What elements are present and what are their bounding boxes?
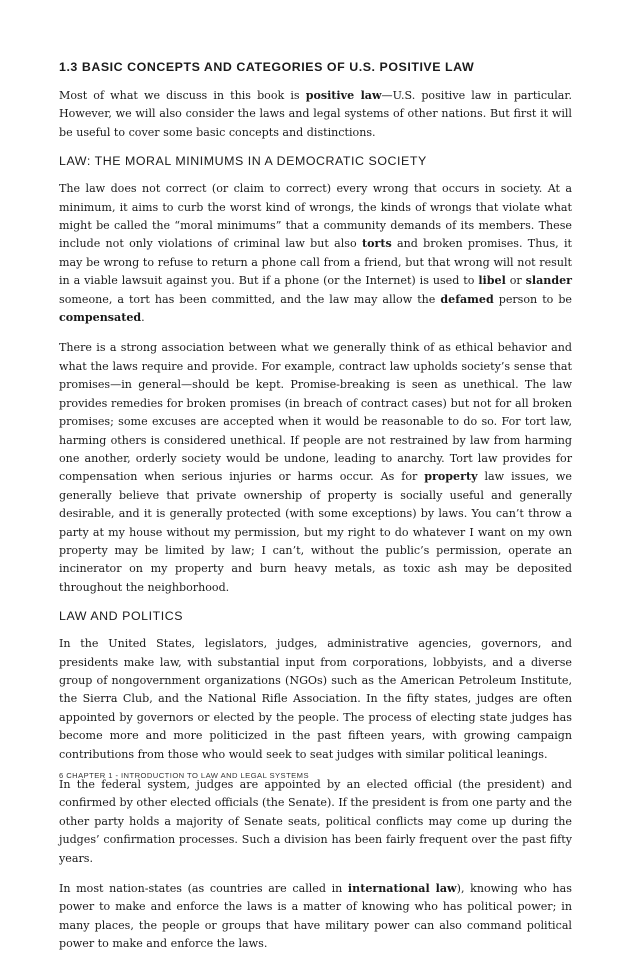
text-run: The law does not correct (or claim to correct) every wrong that occurs in society. At a minimum, it aims to curb the worst kind of wrongs, the kinds of wrongs that violate what might be called the “moral minimums” that a community demands of its members. These include not only violations of criminal law but also <box>59 182 572 251</box>
document-page <box>59 60 572 966</box>
term-torts: torts <box>361 237 392 251</box>
text-run: someone, a tort has been committed, and the law may allow the <box>59 292 441 306</box>
term-slander: slander <box>525 274 572 288</box>
term-positive-law: positive law <box>305 89 382 102</box>
text-run: . <box>141 311 145 325</box>
text-run: In most nation-states (as countries are called in <box>59 882 348 896</box>
subsection-heading-moral-minimums: LAW: THE MORAL MINIMUMS IN A DEMOCRATIC SOCIETY <box>59 154 427 169</box>
text-run: person to be <box>493 292 572 306</box>
intro-paragraph <box>59 87 572 142</box>
term-libel: libel <box>478 274 506 288</box>
term-property: property <box>424 470 478 484</box>
moral-minimums-paragraph-1 <box>59 180 572 327</box>
text-run: There is a strong association between what we generally think of as ethical behavior and what the laws require and provide. For example, contract law upholds society’s sense that promises—in general—should be kept. Promise-breaking is seen as unethical. The law provides remedies for broken promises (in breach of contract cases) but not for all broken promises; some excuses are accepted when it would be reasonable to do so. For tort law, harming others is considered unethical. If people are not restrained by law from harming one another, orderly society would be undone, leading to anarchy. Tort law provides for compensation when serious injuries or harms occur. As for <box>59 341 572 484</box>
section-heading: 1.3 BASIC CONCEPTS AND CATEGORIES OF U.S. POSITIVE LAW <box>59 60 475 74</box>
text-run: or <box>505 274 526 288</box>
subsection-heading-law-and-politics: LAW AND POLITICS <box>59 609 184 624</box>
text-run: Most of what we discuss in this book is <box>59 89 306 102</box>
text-run: ), knowing who has power to make and enforce the laws is a matter of knowing who has political power; in many places, the people or groups that have military power can also command political power to make and enforce the laws. <box>59 882 572 951</box>
term-defamed: defamed <box>440 292 494 306</box>
text-run: and broken promises. Thus, it may be wrong to refuse to return a phone call from a friend, but that wrong will not result in a viable lawsuit against you. But if a phone (or the Internet) is used to <box>59 237 572 288</box>
law-politics-paragraph-1: In the United States, legislators, judges, administrative agencies, governors, and presidents make law, with substantial input from corporations, lobbyists, and a diverse group of nongovernment organizations (NGOs) such as the American Petroleum Institute, the Sierra Club, and the National Rifle Association. In the fifty states, judges are often appointed by governors or elected by the people. The process of electing state judges has become more and more politicized in the past fifteen years, with growing campaign contributions from those who would seek to seat judges with similar political leanings. <box>59 637 572 761</box>
text-run: —U.S. positive law in particular. However, we will also consider the laws and legal systems of other nations. But first it will be useful to cover some basic concepts and distinctions. <box>59 89 572 139</box>
law-politics-paragraph-3 <box>59 880 572 954</box>
page-footer: 6 CHAPTER 1 - INTRODUCTION TO LAW AND LEGAL SYSTEMS <box>59 771 309 780</box>
law-politics-paragraph-2: In the federal system, judges are appointed by an elected official (the president) and confirmed by other elected officials (the Senate). If the president is from one party and the other party holds a majority of Senate seats, political conflicts may come up during the judges’ confirmation processes. Such a division has been fairly frequent over the past fifty years. <box>59 778 572 865</box>
term-international-law: international law <box>347 882 457 896</box>
text-run: law issues, we generally believe that private ownership of property is socially useful and generally desirable, and it is generally protected (with some exceptions) by laws. You can’t throw a party at my house without my permission, but my right to do whatever I want on my own property may be limited by law; I can’t, without the public’s permission, operate an incinerator on my property and burn heavy metals, as toxic ash may be deposited throughout the neighborhood. <box>59 470 572 594</box>
moral-minimums-paragraph-2 <box>59 339 572 597</box>
term-compensated: compensated <box>59 311 142 325</box>
